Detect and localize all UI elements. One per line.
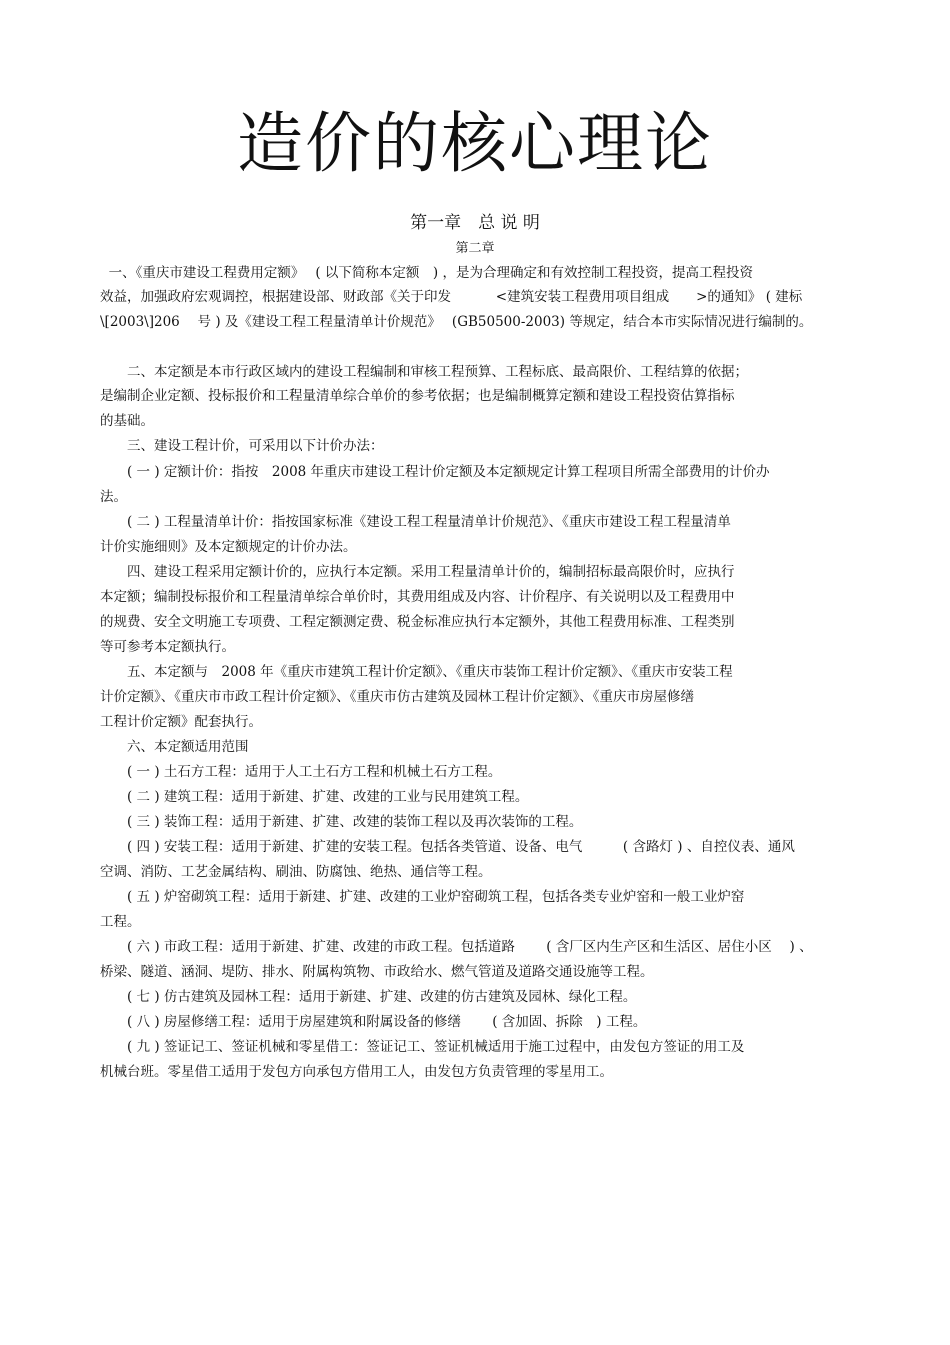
- document-title: 造价的核心理论: [237, 105, 713, 182]
- body-line: ( 三 ) 装饰工程：适用于新建、扩建、改建的装饰工程以及再次装饰的工程。: [100, 814, 583, 830]
- body-line: 工程计价定额》配套执行。: [100, 714, 262, 730]
- body-line: ( 五 ) 炉窑砌筑工程：适用于新建、扩建、改建的工业炉窑砌筑工程，包括各类专业炉窑和一般工业炉窑: [100, 889, 745, 905]
- body-line: 计价实施细则》及本定额规定的计价办法。: [100, 539, 357, 555]
- body-line: 三、建设工程计价，可采用以下计价办法：: [100, 438, 384, 454]
- chapter-subheading: 第二章: [455, 241, 495, 256]
- body-line: 法。: [100, 489, 127, 505]
- body-line: 本定额；编制投标报价和工程量清单综合单价时，其费用组成及内容、计价程序、有关说明以及工程费用中: [100, 589, 735, 605]
- body-line: 六、本定额适用范围: [100, 739, 249, 755]
- body-line: ( 四 ) 安装工程：适用于新建、扩建的安装工程。包括各类管道、设备、电气 ( 含路灯 ) 、自控仪表、通风: [100, 839, 795, 855]
- body-line: 二、本定额是本市行政区域内的建设工程编制和审核工程预算、工程标底、最高限价、工程结算的依据；: [100, 364, 748, 380]
- body-line: ( 一 ) 定额计价：指按 2008 年重庆市建设工程计价定额及本定额规定计算工程项目所需全部费用的计价办: [100, 464, 770, 480]
- body-line: 的规费、安全文明施工专项费、工程定额测定费、税金标准应执行本定额外，其他工程费用标准、工程类别: [100, 614, 735, 630]
- body-line: 五、本定额与 2008 年《重庆市建筑工程计价定额》、《重庆市装饰工程计价定额》、《重庆市安装工程: [100, 664, 733, 680]
- body-line: 桥梁、隧道、涵洞、堤防、排水、附属构筑物、市政给水、燃气管道及道路交通设施等工程。: [100, 964, 654, 980]
- body-line: 效益，加强政府宏观调控，根据建设部、财政部《关于印发 <建筑安装工程费用项目组成 >的通知》 ( 建标: [100, 289, 803, 305]
- chapter-heading: 第一章 总 说 明: [410, 213, 540, 233]
- body-line: 等可参考本定额执行。: [100, 639, 235, 655]
- body-line: 机械台班。零星借工适用于发包方向承包方借用工人，由发包方负责管理的零星用工。: [100, 1064, 613, 1080]
- body-line: 是编制企业定额、投标报价和工程量清单综合单价的参考依据；也是编制概算定额和建设工程投资估算指标: [100, 388, 735, 404]
- body-line: ( 六 ) 市政工程：适用于新建、扩建、改建的市政工程。包括道路 ( 含厂区内生产区和生活区、居住小区 ) 、: [100, 939, 813, 955]
- body-line: ( 二 ) 建筑工程：适用于新建、扩建、改建的工业与民用建筑工程。: [100, 789, 529, 805]
- body-line: \[2003\]206 号 ) 及《建设工程工程量清单计价规范》 (GB50500-2003) 等规定，结合本市实际情况进行编制的。: [100, 314, 813, 330]
- body-line: ( 八 ) 房屋修缮工程：适用于房屋建筑和附属设备的修缮 ( 含加固、拆除 ) 工程。: [100, 1014, 647, 1030]
- body-line: ( 二 ) 工程量清单计价：指按国家标准《建设工程工程量清单计价规范》、《重庆市建设工程工程量清单: [100, 514, 731, 530]
- body-line: 一、《重庆市建设工程费用定额》 ( 以下简称本定额 ) ，是为合理确定和有效控制工程投资，提高工程投资: [100, 265, 753, 281]
- body-line: 四、建设工程采用定额计价的，应执行本定额。采用工程量清单计价的，编制招标最高限价时，应执行: [100, 564, 735, 580]
- body-line: ( 七 ) 仿古建筑及园林工程：适用于新建、扩建、改建的仿古建筑及园林、绿化工程。: [100, 989, 637, 1005]
- body-line: 计价定额》、《重庆市市政工程计价定额》、《重庆市仿古建筑及园林工程计价定额》、《重庆市房屋修缮: [100, 689, 694, 705]
- body-line: ( 一 ) 土石方工程：适用于人工土石方工程和机械土石方工程。: [100, 764, 502, 780]
- body-line: 工程。: [100, 914, 141, 930]
- body-line: 空调、消防、工艺金属结构、刷油、防腐蚀、绝热、通信等工程。: [100, 864, 492, 880]
- body-line: 的基础。: [100, 413, 154, 429]
- body-line: ( 九 ) 签证记工、签证机械和零星借工：签证记工、签证机械适用于施工过程中，由发包方签证的用工及: [100, 1039, 745, 1055]
